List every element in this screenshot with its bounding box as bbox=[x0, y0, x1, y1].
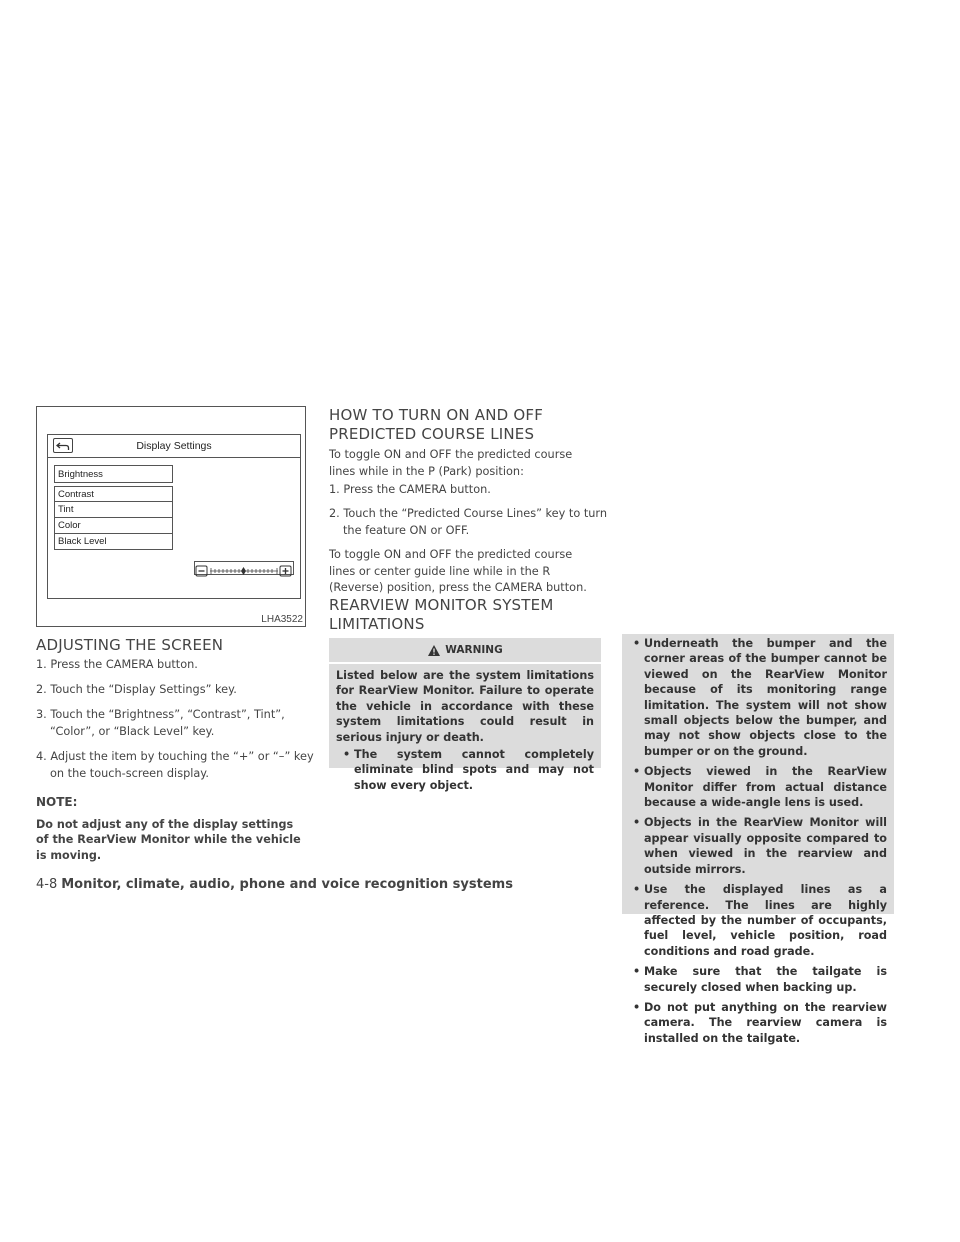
warning-box bbox=[329, 638, 601, 792]
minus-icon[interactable] bbox=[196, 566, 207, 576]
limitation-bullet: • Make sure that the tailgate is securely closed when backing up. bbox=[633, 965, 887, 994]
limitation-bullet: • Objects viewed in the RearView Monitor differ from actual distance because a wide-angle lens is used. bbox=[633, 765, 887, 810]
adjustment-slider[interactable] bbox=[194, 561, 294, 575]
warning-continued-box bbox=[622, 634, 894, 1045]
heading-system-limitations: REARVIEW MONITOR SYSTEM LIMITATIONS bbox=[329, 596, 554, 633]
menu-item-tint[interactable]: Tint bbox=[54, 502, 173, 518]
bullet-text: Do not put anything on the rearview camera. The rearview camera is installed on the tailgate. bbox=[644, 1000, 887, 1045]
slider-scale bbox=[195, 565, 293, 577]
note-label: NOTE: bbox=[36, 795, 78, 809]
settings-menu bbox=[54, 465, 173, 550]
bullet-text: Make sure that the tailgate is securely closed when backing up. bbox=[644, 965, 887, 994]
slider-thumb-icon bbox=[241, 567, 246, 575]
menu-item-color[interactable]: Color bbox=[54, 518, 173, 534]
display-settings-figure bbox=[36, 406, 306, 627]
col1-step-4: 4. Adjust the item by touching the “+” or “–” key on the touch-screen display. bbox=[36, 750, 314, 780]
limitation-bullet: • Underneath the bumper and the corner areas of the bumper cannot be viewed on the RearView Monitor because of its monitoring range limitation. The system will not show small objects below the bumper, and may not show objects close to the bumper or on the ground. bbox=[633, 637, 887, 758]
screen-header bbox=[48, 435, 300, 458]
col2-step-1: 1. Press the CAMERA button. bbox=[329, 483, 491, 496]
bullet-text: Objects viewed in the RearView Monitor differ from actual distance because a wide-angle lens is used. bbox=[644, 765, 887, 810]
page-number: 4-8 bbox=[36, 877, 58, 892]
col1-step-2: 2. Touch the “Display Settings” key. bbox=[36, 683, 237, 696]
bullet-text: Objects in the RearView Monitor will appear visually opposite compared to when viewed in the rearview and outside mirrors. bbox=[644, 816, 887, 876]
menu-item-black-level[interactable]: Black Level bbox=[54, 534, 173, 550]
heading-adjusting-screen: ADJUSTING THE SCREEN bbox=[36, 636, 224, 654]
bullet-text: Use the displayed lines as a reference. The lines are highly affected by the number of occupants, fuel level, vehicle position, road conditions and road grade. bbox=[644, 883, 887, 958]
col2-step-2: 2. Touch the “Predicted Course Lines” key to turn the feature ON or OFF. bbox=[329, 507, 608, 537]
bullet-text: Underneath the bumper and the corner areas of the bumper cannot be viewed on the RearView Monitor because of its monitoring range limitation. The system will not show small objects below the bumper, and may not show objects close to the bumper or on the ground. bbox=[644, 637, 887, 758]
warning-body bbox=[336, 668, 594, 793]
bullet-text: The system cannot completely eliminate blind spots and may not show every object. bbox=[354, 748, 594, 792]
warning-header bbox=[329, 638, 601, 664]
plus-icon[interactable] bbox=[280, 566, 291, 576]
warning-bullet: • The system cannot completely eliminate blind spots and may not show every object. bbox=[343, 748, 594, 792]
warning-text: Listed below are the system limitations for RearView Monitor. Failure to operate the vehicle in accordance with these system limitations could result in serious injury or death. bbox=[336, 669, 594, 744]
menu-item-contrast[interactable]: Contrast bbox=[54, 486, 173, 502]
menu-item-brightness[interactable]: Brightness bbox=[54, 465, 173, 483]
page-footer bbox=[36, 877, 513, 892]
col1-step-3: 3. Touch the “Brightness”, “Contrast”, Tint”, “Color”, or “Black Level” key. bbox=[36, 708, 285, 738]
screen-title: Display Settings bbox=[136, 440, 212, 452]
col1-step-1: 1. Press the CAMERA button. bbox=[36, 658, 198, 671]
limitation-bullet: • Do not put anything on the rearview camera. The rearview camera is installed on the tailgate. bbox=[633, 1000, 887, 1045]
limitation-bullet: • Use the displayed lines as a reference. The lines are highly affected by the number of occupants, fuel level, vehicle position, road conditions and road grade. bbox=[633, 883, 887, 958]
warning-icon bbox=[427, 644, 441, 657]
figure-code: LHA3522 bbox=[261, 614, 303, 625]
col2-reverse-para: To toggle ON and OFF the predicted course lines or center guide line while in the R (Reverse) position, press the CAMERA button. bbox=[329, 548, 587, 594]
col2-intro: To toggle ON and OFF the predicted course lines while in the P (Park) position: bbox=[329, 448, 573, 478]
warning-label: WARNING bbox=[445, 644, 503, 656]
display-settings-screen bbox=[47, 434, 301, 599]
section-title: Monitor, climate, audio, phone and voice recognition systems bbox=[61, 877, 513, 892]
heading-predicted-course-lines: HOW TO TURN ON AND OFF PREDICTED COURSE LINES bbox=[329, 406, 544, 443]
note-text: Do not adjust any of the display settings of the RearView Monitor while the vehicle is moving. bbox=[36, 818, 301, 862]
limitation-bullet: • Objects in the RearView Monitor will appear visually opposite compared to when viewed in the rearview and outside mirrors. bbox=[633, 816, 887, 876]
